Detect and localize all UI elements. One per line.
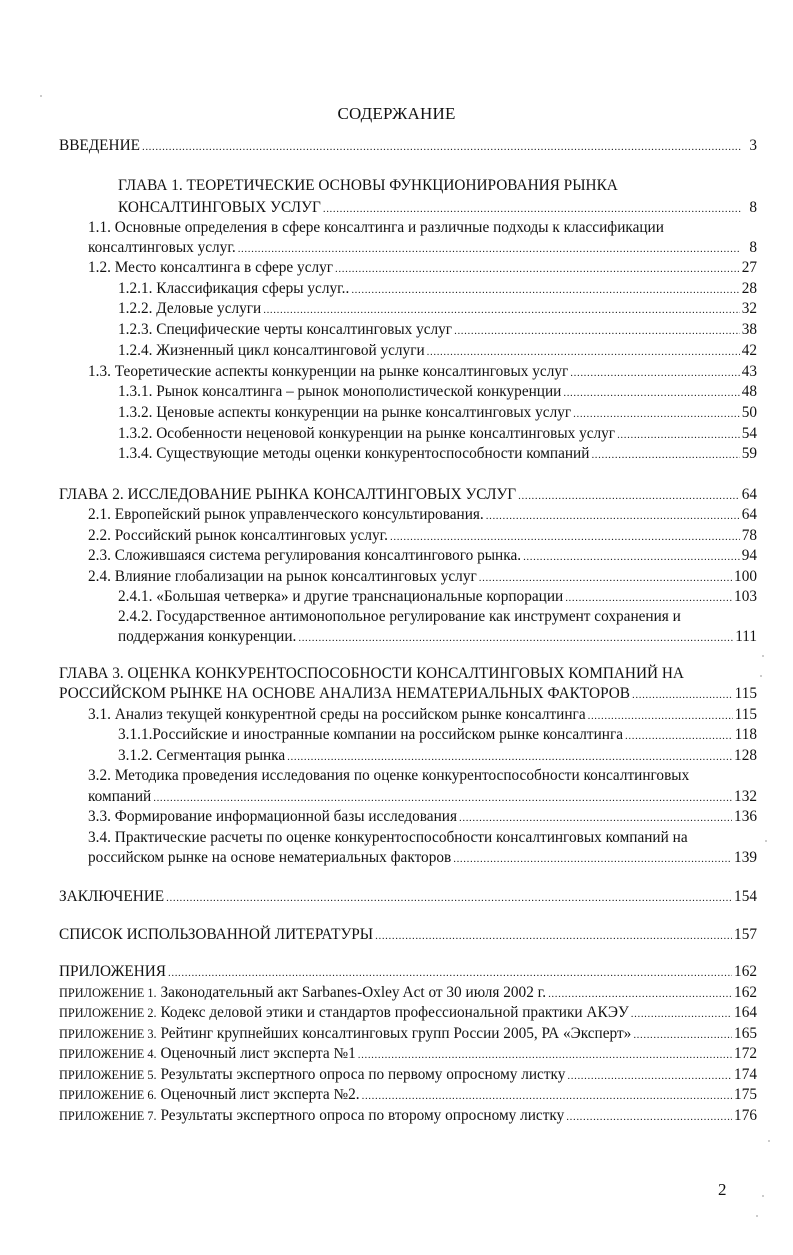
leader-dots (238, 239, 741, 259)
toc-appendix-4[interactable] (59, 1044, 757, 1064)
toc-label: ГЛАВА 2. ИССЛЕДОВАНИЕ РЫНКА КОНСАЛТИНГОВЫХ УСЛУГ (59, 486, 517, 503)
toc-2-3[interactable] (88, 546, 757, 566)
toc-label: 3.1.2. Сегментация рынка (118, 747, 286, 764)
toc-1-2-3[interactable] (118, 320, 757, 340)
leader-dots (588, 706, 733, 726)
toc-label: Рейтинг крупнейших консалтинговых групп России 2005, РА «Эксперт» (160, 1025, 632, 1042)
chapter1-title-line1[interactable]: ГЛАВА 1. ТЕОРЕТИЧЕСКИЕ ОСНОВЫ ФУНКЦИОНИРОВАНИЯ РЫНКА (118, 177, 618, 194)
toc-page: 27 (741, 259, 757, 276)
toc-label: Результаты экспертного опроса по первому опросному листку (160, 1066, 566, 1083)
toc-page: 139 (734, 849, 757, 866)
toc-2-4-2-line1[interactable]: 2.4.2. Государственное антимонопольное регулирование как инструмент сохранения и (118, 608, 681, 625)
page-number: 2 (718, 1180, 727, 1199)
toc-label: 3.3. Формирование информационной базы исследования (88, 808, 457, 825)
toc-page: 48 (741, 383, 757, 400)
toc-page: 28 (741, 280, 757, 297)
toc-label: 1.3.2. Ценовые аспекты конкуренции на рынке консалтинговых услуг (118, 404, 572, 421)
toc-appendix-1[interactable] (59, 983, 757, 1003)
leader-dots (454, 321, 740, 341)
toc-label: 1.2.4. Жизненный цикл консалтинговой услуги (118, 342, 425, 359)
toc-page: 164 (734, 1004, 757, 1021)
toc-page: 59 (741, 445, 757, 462)
scan-speck (756, 1215, 758, 1217)
toc-label: 2.4. Влияние глобализации на рынок консалтинговых услуг (88, 568, 477, 585)
appendix-prefix: ПРИЛОЖЕНИЕ 3. (59, 1027, 157, 1041)
toc-3-1-1[interactable] (118, 725, 757, 745)
toc-page: 103 (734, 588, 757, 605)
leader-dots (523, 547, 740, 567)
leader-dots (362, 1086, 732, 1106)
leader-dots (168, 963, 732, 983)
toc-label: ЗАКЛЮЧЕНИЕ (59, 888, 165, 905)
appendix-prefix: ПРИЛОЖЕНИЕ 4. (59, 1047, 157, 1061)
scan-speck (40, 95, 42, 97)
toc-page: 64 (741, 486, 757, 503)
toc-3-1[interactable] (88, 705, 757, 725)
toc-label: СПИСОК ИСПОЛЬЗОВАННОЙ ЛИТЕРАТУРЫ (59, 926, 374, 943)
leader-dots (563, 383, 739, 403)
toc-label: Законодательный акт Sarbanes-Oxley Act от 30 июля 2002 г. (160, 984, 547, 1001)
toc-page: 136 (734, 808, 757, 825)
scan-speck (768, 1140, 770, 1142)
leader-dots (459, 808, 732, 828)
toc-page: 54 (741, 425, 757, 442)
toc-page: 43 (741, 363, 757, 380)
toc-1-3-1[interactable] (118, 382, 757, 402)
leader-dots (631, 1004, 732, 1024)
toc-1-2[interactable] (88, 258, 757, 278)
toc-label: РОССИЙСКОМ РЫНКЕ НА ОСНОВЕ АНАЛИЗА НЕМАТЕРИАЛЬНЫХ ФАКТОРОВ (59, 685, 631, 702)
leader-dots (479, 568, 732, 588)
toc-appendix-6[interactable] (59, 1085, 757, 1105)
leader-dots (166, 888, 732, 908)
toc-page: 115 (734, 685, 757, 702)
leader-dots (298, 628, 733, 648)
toc-2-1[interactable] (88, 505, 757, 525)
toc-2-4[interactable] (88, 567, 757, 587)
appendix-prefix: ПРИЛОЖЕНИЕ 6. (59, 1088, 157, 1102)
leader-dots (565, 588, 732, 608)
toc-label: КОНСАЛТИНГОВЫХ УСЛУГ (118, 199, 321, 216)
toc-page: 100 (734, 568, 757, 585)
toc-page: 115 (734, 706, 757, 723)
page-title: СОДЕРЖАНИЕ (337, 104, 456, 123)
toc-page: 118 (734, 726, 757, 743)
scan-speck (762, 1195, 764, 1197)
toc-page: 3 (749, 137, 757, 154)
toc-label: Оценочный лист эксперта №1 (160, 1045, 356, 1062)
toc-page: 157 (734, 926, 757, 943)
toc-1-3-2[interactable] (118, 403, 757, 423)
toc-label: 2.3. Сложившаяся система регулирования консалтингового рынка. (88, 547, 522, 564)
leader-dots (567, 1066, 732, 1086)
toc-2-4-2[interactable] (118, 627, 757, 647)
toc-label: ПРИЛОЖЕНИЯ (59, 963, 166, 980)
toc-1-2-2[interactable] (118, 299, 757, 319)
toc-appendices[interactable] (59, 962, 757, 982)
toc-page: 94 (741, 547, 757, 564)
toc-label: консалтинговых услуг. (88, 239, 236, 256)
toc-label: 1.3. Теоретические аспекты конкуренции на рынке консалтинговых услуг (88, 363, 569, 380)
leader-dots (351, 280, 739, 300)
toc-label: ВВЕДЕНИЕ (59, 137, 140, 154)
leader-dots (142, 137, 741, 157)
scan-speck (762, 655, 764, 657)
toc-chapter2[interactable] (59, 485, 757, 505)
toc-page: 172 (734, 1045, 757, 1062)
leader-dots (358, 1045, 732, 1065)
toc-1-2-1[interactable] (118, 279, 757, 299)
toc-page: 128 (734, 747, 757, 764)
toc-page: 175 (734, 1086, 757, 1103)
toc-intro[interactable] (59, 136, 757, 156)
toc-chapter3[interactable] (59, 684, 757, 704)
toc-page: 50 (741, 404, 757, 421)
leader-dots (566, 1107, 732, 1127)
toc-label: 2.4.1. «Большая четверка» и другие транснациональные корпорации (118, 588, 564, 605)
toc-label: компаний (88, 788, 152, 805)
leader-dots (591, 445, 739, 465)
toc-page: 32 (741, 300, 757, 317)
toc-page: 174 (734, 1066, 757, 1083)
leader-dots (153, 788, 732, 808)
toc-label: Результаты экспертного опроса по второму опросному листку (160, 1107, 565, 1124)
toc-3-4-line1[interactable]: 3.4. Практические расчеты по оценке конкурентоспособности консалтинговых компаний на (88, 829, 688, 846)
leader-dots (453, 849, 732, 869)
leader-dots (617, 425, 740, 445)
toc-1-2-4[interactable] (118, 341, 757, 361)
appendix-prefix: ПРИЛОЖЕНИЕ 1. (59, 986, 157, 1000)
toc-3-4[interactable] (88, 848, 757, 868)
toc-page: 165 (734, 1025, 757, 1042)
toc-label: 1.2.3. Специфические черты консалтинговых услуг (118, 321, 453, 338)
appendix-prefix: ПРИЛОЖЕНИЕ 5. (59, 1068, 157, 1082)
leader-dots (518, 486, 740, 506)
toc-page: 78 (741, 527, 757, 544)
toc-label: Оценочный лист эксперта №2. (160, 1086, 360, 1103)
toc-2-2[interactable] (88, 526, 757, 546)
leader-dots (427, 342, 740, 362)
toc-label: 1.3.4. Существующие методы оценки конкурентоспособности компаний (118, 445, 590, 462)
toc-page: 154 (734, 888, 757, 905)
toc-page: 162 (734, 963, 757, 980)
toc-3-2-line1[interactable]: 3.2. Методика проведения исследования по оценке конкурентоспособности консалтинговых (88, 767, 690, 784)
toc-appendix-3[interactable] (59, 1024, 757, 1044)
toc-label: 2.2. Российский рынок консалтинговых услуг. (88, 527, 388, 544)
toc-3-1-2[interactable] (118, 746, 757, 766)
toc-1-1-line1[interactable]: 1.1. Основные определения в сфере консалтинга и различные подходы к классификации (88, 219, 664, 236)
toc-label: 2.1. Европейский рынок управленческого консультирования. (88, 506, 484, 523)
toc-label: Кодекс деловой этики и стандартов профессиональной практики АКЭУ (160, 1004, 629, 1021)
leader-dots (390, 527, 740, 547)
toc-3-2[interactable] (88, 787, 757, 807)
toc-page: 8 (749, 199, 757, 216)
toc-label: 1.2.2. Деловые услуги (118, 300, 262, 317)
toc-page: 42 (741, 342, 757, 359)
leader-dots (625, 726, 733, 746)
toc-page: 38 (741, 321, 757, 338)
toc-2-4-1[interactable] (118, 587, 757, 607)
toc-page: 64 (741, 506, 757, 523)
leader-dots (287, 747, 732, 767)
toc-page: 176 (734, 1107, 757, 1124)
leader-dots (632, 685, 733, 705)
leader-dots (486, 506, 740, 526)
toc-page: 8 (749, 239, 757, 256)
scan-speck (760, 675, 762, 677)
toc-1-3-3[interactable] (118, 424, 757, 444)
leader-dots (633, 1025, 732, 1045)
toc-label: 1.3.2. Особенности неценовой конкуренции на рынке консалтинговых услуг (118, 425, 616, 442)
toc-page: 132 (734, 788, 757, 805)
toc-chapter1[interactable] (118, 198, 757, 218)
toc-conclusion[interactable] (59, 887, 757, 907)
leader-dots (570, 363, 739, 383)
toc-1-1[interactable] (88, 238, 757, 258)
scan-speck (765, 840, 767, 842)
leader-dots (323, 199, 741, 219)
leader-dots (548, 984, 732, 1004)
toc-appendix-7[interactable] (59, 1106, 757, 1126)
toc-label: 1.3.1. Рынок консалтинга – рынок монополистической конкуренции (118, 383, 562, 400)
toc-label: 1.2.1. Классификация сферы услуг.. (118, 280, 350, 297)
toc-3-3[interactable] (88, 807, 757, 827)
toc-appendix-5[interactable] (59, 1065, 757, 1085)
toc-references[interactable] (59, 925, 757, 945)
toc-1-3[interactable] (88, 362, 757, 382)
toc-label: 3.1.1.Российские и иностранные компании на российском рынке консалтинга (118, 726, 624, 743)
leader-dots (335, 259, 740, 279)
toc-page: 162 (734, 984, 757, 1001)
leader-dots (375, 926, 732, 946)
toc-appendix-2[interactable] (59, 1003, 757, 1023)
toc-label: российском рынке на основе нематериальных факторов (88, 849, 452, 866)
appendix-prefix: ПРИЛОЖЕНИЕ 2. (59, 1006, 157, 1020)
toc-page: 111 (735, 628, 757, 645)
chapter3-title-line1[interactable]: ГЛАВА 3. ОЦЕНКА КОНКУРЕНТОСПОСОБНОСТИ КОНСАЛТИНГОВЫХ КОМПАНИЙ НА (59, 665, 684, 682)
toc-label: 1.2. Место консалтинга в сфере услуг (88, 259, 334, 276)
toc-label: поддержания конкуренции. (118, 628, 297, 645)
leader-dots (263, 300, 739, 320)
toc-1-3-4[interactable] (118, 444, 757, 464)
toc-label: 3.1. Анализ текущей конкурентной среды на российском рынке консалтинга (88, 706, 586, 723)
appendix-prefix: ПРИЛОЖЕНИЕ 7. (59, 1109, 157, 1123)
leader-dots (573, 404, 740, 424)
